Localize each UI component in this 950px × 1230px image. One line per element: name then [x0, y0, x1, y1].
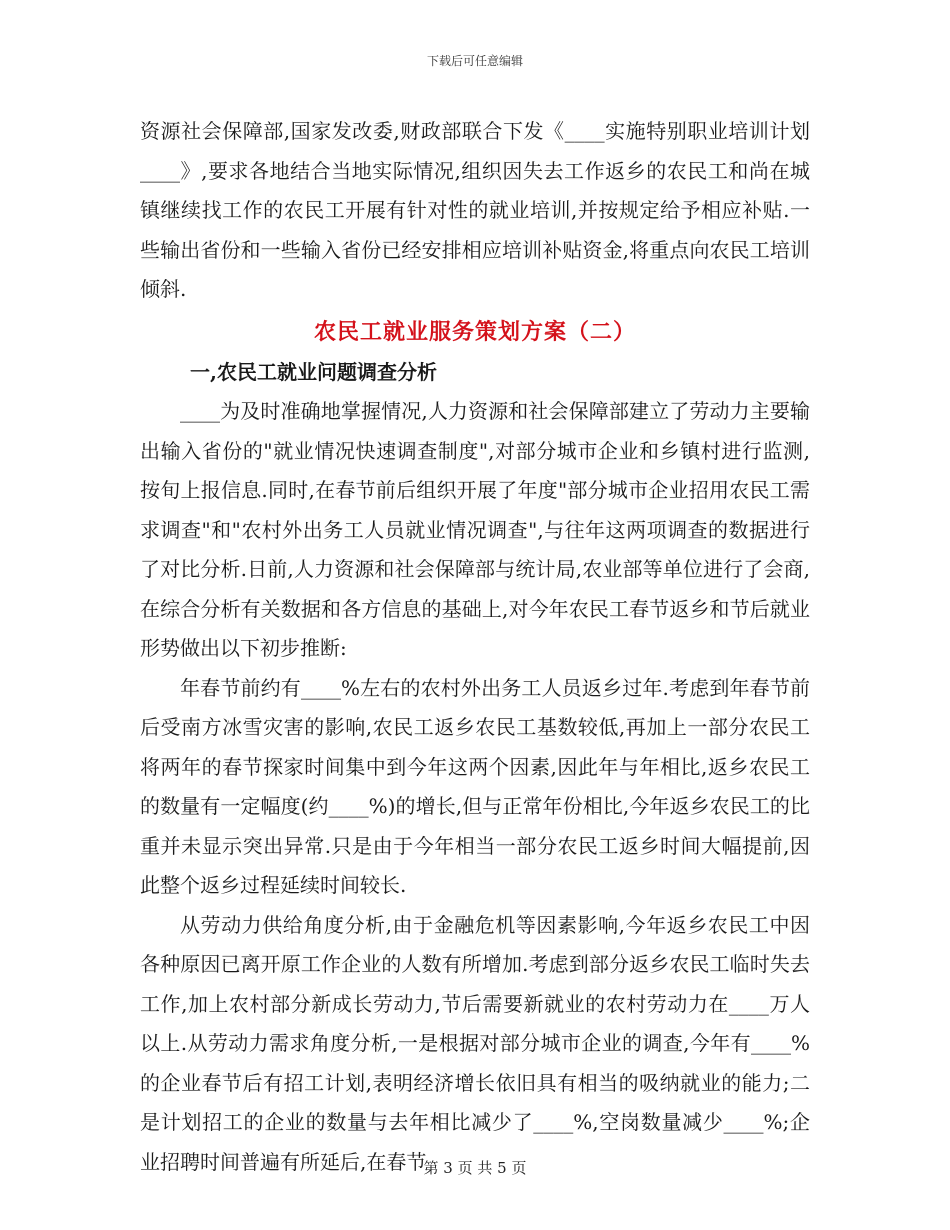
page-footer: 第 3 页 共 5 页	[423, 1159, 527, 1177]
document-body	[140, 112, 810, 1182]
section-title: 农民工就业服务策划方案（二）	[313, 318, 636, 345]
intro-paragraph: 资源社会保障部,国家发改委,财政部联合下发《____实施特别职业培训计划____》,要求各地结合当地实际情况,组织因失去工作返乡的农民工和尚在城镇继续找工作的农民工开展有针对性的就业培训,并按规定给予相应补贴.一些输出省份和一些输入省份已经安排相应培训补贴资金,将重点向农民工培训倾斜.	[140, 119, 810, 301]
section-heading: 一,农民工就业问题调查分析	[190, 359, 437, 384]
body-paragraph-3: 从劳动力供给角度分析,由于金融危机等因素影响,今年返乡农民工中因各种原因已离开原工作企业的人数有所增加.考虑到部分返乡农民工临时失去工作,加上农村部分新成长劳动力,节后需要新就业的农村劳动力在____万人以上.从劳动力需求角度分析,一是根据对部分城市企业的调查,今年有____%的企业春节后有招工计划,表明经济增长依旧具有相当的吸纳就业的能力;二是计划招工的企业的数量与去年相比减少了____%,空岗数量减少____%;企业招聘时间普遍有所延后,在春节	[140, 912, 810, 1174]
body-paragraph-2: 年春节前约有____%左右的农村外出务工人员返乡过年.考虑到年春节前后受南方冰雪灾害的影响,农民工返乡农民工基数较低,再加上一部分农民工将两年的春节探家时间集中到今年这两个因素,因此年与年相比,返乡农民工的数量有一定幅度(约____%)的增长,但与正常年份相比,今年返乡农民工的比重并未显示突出异常.只是由于今年相当一部分农民工返乡时间大幅提前,因此整个返乡过程延续时间较长.	[140, 675, 810, 897]
page-header: 下载后可任意编辑	[426, 54, 523, 68]
body-paragraph-1: ____为及时准确地掌握情况,人力资源和社会保障部建立了劳动力主要输出输入省份的"就业情况快速调查制度",对部分城市企业和乡镇村进行监测,按旬上报信息.同时,在春节前后组织开展了年度"部分城市企业招用农民工需求调查"和"农村外出务工人员就业情况调查",与往年这两项调查的数据进行了对比分析.日前,人力资源和社会保障部与统计局,农业部等单位进行了会商,在综合分析有关数据和各方信息的基础上,对今年农民工春节返乡和节后就业形势做出以下初步推断:	[140, 399, 810, 660]
